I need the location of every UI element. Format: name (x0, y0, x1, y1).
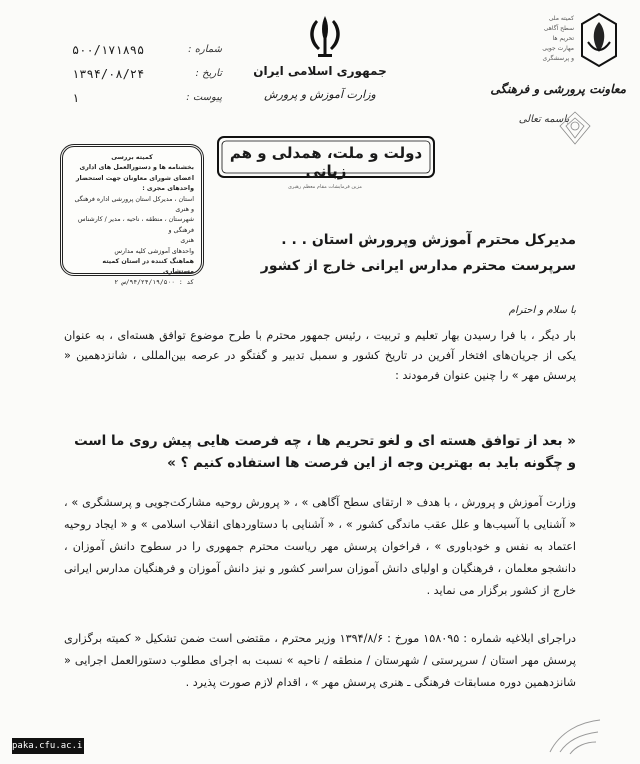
committee-line: اعضای شورای معاونان جهت استحضار (75, 174, 194, 182)
committee-code: کد : ۹۴/۲۴/۱۹/۵۰۰/س ۲ (114, 278, 194, 286)
committee-title: کمیته بررسی (111, 154, 153, 161)
greeting: با سلام و احترام (508, 305, 576, 316)
number-label: شماره : (188, 44, 222, 55)
committee-line: شهرستان ، منطقه ، ناحیه ، مدیر / کارشناس فرهنگی و (77, 216, 194, 234)
body-paragraph-1: بار دیگر ، با فرا رسیدن بهار تعلیم و تربیت ، رئیس جمهور محترم با طرح موضوع توافق هسته‌ای ، به عنوان یکی از جریان‌های افتخار آفرین در تاریخ کشور و سمبل تدبیر و گفتگو در عرصه بین‌المللی ، شانزدهمین « پرسش مهر » را چنین عنوان فرمودند : (64, 329, 576, 382)
attachment-label: پیوست : (186, 92, 222, 103)
deputy-title: معاونت پرورشی و فرهنگی (490, 82, 626, 96)
addressee-line-2: سرپرست محترم مدارس ایرانی خارج از کشور (260, 258, 576, 274)
letter-date: ۱۳۹۴/۰۸/۲۴ (72, 67, 145, 81)
iran-emblem-icon (302, 12, 348, 60)
ornament-icon (540, 108, 610, 148)
question-text: « بعد از توافق هسته ای و لغو تحریم ها ، چه فرصت هایی پیش روی ما است و چگونه باید به بهترین وجه از این فرصت ها استفاده کنیم ؟ » (74, 433, 576, 471)
attachment-count: ١ (72, 91, 80, 105)
committee-line: استان ، مدیرکل استان پرورشی اداره فرهنگی و هنری (74, 195, 194, 214)
government-title: جمهوری اسلامی ایران (253, 64, 387, 78)
deputy-logo-icon (578, 12, 620, 68)
slogan-text: دولت و ملت، همدلی و هم زبانی (229, 144, 423, 180)
date-label: تاریخ : (195, 68, 222, 79)
committee-stamp-box (60, 144, 204, 286)
addressee-line-1: مدیرکل محترم آموزش وپرورش استان . . . (281, 232, 576, 248)
committee-line: واحدهای مجری : (142, 185, 194, 193)
footer-flourish-icon (540, 712, 610, 758)
site-watermark[interactable]: paka.cfu.ac.ir (12, 738, 84, 754)
committee-line: هماهنگ کننده در استان کمیته مستشاری (102, 258, 194, 276)
slogan-caption: مزین فرمایشات مقام معظم رهبری (287, 184, 362, 190)
bismillah-text: باسمه تعالی (518, 114, 570, 125)
logo-caption: کمیته ملی سطح آگاهی تحریم ها مهارت جویی و پرسشگری (542, 15, 574, 62)
body-paragraph-2: وزارت آموزش و پرورش ، با هدف « ارتقای سطح آگاهی » ، « پرورش روحیه مشارکت‌جویی و پرسشگری » ، « آشنایی با آسیب‌ها و علل عقب ماندگی کشور » ، « آشنایی با دستاوردهای انقلاب اسلامی » و « ایجاد روحیه اعتماد به نفس و خودباوری » ، فراخوان پرسش مهر ریاست محترم جمهوری را در سطوح دانش آموزان ، دانشجو معلمان ، فرهنگیان و اولیای دانش آموزان سراسر کشور و نیز دانش آموزان و فرهنگیان مدارس ایرانی خارج از کشور برگزار می نماید . (64, 496, 576, 597)
committee-line: هنری (180, 237, 194, 245)
body-paragraph-3: دراجرای ابلاغیه شماره : ۱۵۸۰۹۵ مورخ : ۱۳۹۴/۸/۶ وزیر محترم ، مقتضی است ضمن تشکیل « کمیته برگزاری پرسش مهر استان / سرپرستی / شهرستان / منطقه / ناحیه » نسبت به اجرای مطلوب دستورالعمل اجرایی « شانزدهمین دوره مسابقات فرهنگی ـ هنری پرسش مهر » ، اقدام لازم صورت پذیرد . (64, 632, 576, 689)
committee-line: واحدهای آموزشی کلیه مدارس (114, 247, 194, 255)
committee-line: بخشنامه ها و دستورالعمل های اداری (79, 164, 194, 172)
letter-number: ۵۰۰/۱۷۱۸۹۵ (72, 43, 145, 57)
ministry-title: وزارت آموزش و پرورش (264, 88, 376, 101)
